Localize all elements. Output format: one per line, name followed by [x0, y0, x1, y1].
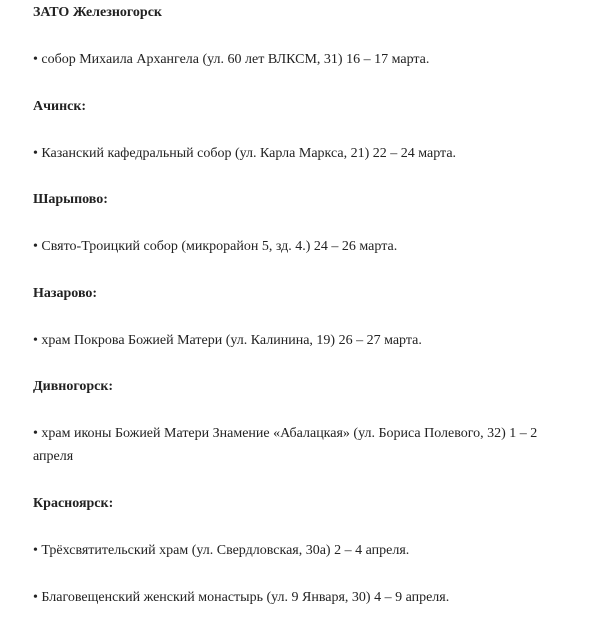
- list-item: • храм иконы Божией Матери Знамение «Абалацкая» (ул. Бориса Полевого, 32) 1 – 2 апреля: [33, 426, 538, 464]
- list-item: • Свято-Троицкий собор (микрорайон 5, зд. 4.) 24 – 26 марта.: [33, 239, 398, 254]
- city-heading-nazarovo: Назарово:: [33, 286, 98, 301]
- city-heading-divnogorsk: Дивногорск:: [33, 379, 114, 394]
- city-heading-krasnoyarsk: Красноярск:: [33, 496, 114, 511]
- list-item: • храм Покрова Божией Матери (ул. Калинина, 19) 26 – 27 марта.: [33, 333, 422, 348]
- list-item: • Трёхсвятительский храм (ул. Свердловская, 30а) 2 – 4 апреля.: [33, 543, 410, 558]
- list-item: • Казанский кафедральный собор (ул. Карла Маркса, 21) 22 – 24 марта.: [33, 146, 457, 161]
- city-heading-zheleznogorsk: ЗАТО Железногорск: [33, 5, 162, 20]
- city-heading-sharypovo: Шарыпово:: [33, 192, 108, 207]
- list-item: • собор Михаила Архангела (ул. 60 лет ВЛКСМ, 31) 16 – 17 марта.: [33, 52, 430, 67]
- list-item: • Благовещенский женский монастырь (ул. 9 Января, 30) 4 – 9 апреля.: [33, 590, 450, 605]
- city-heading-achinsk: Ачинск:: [33, 99, 87, 114]
